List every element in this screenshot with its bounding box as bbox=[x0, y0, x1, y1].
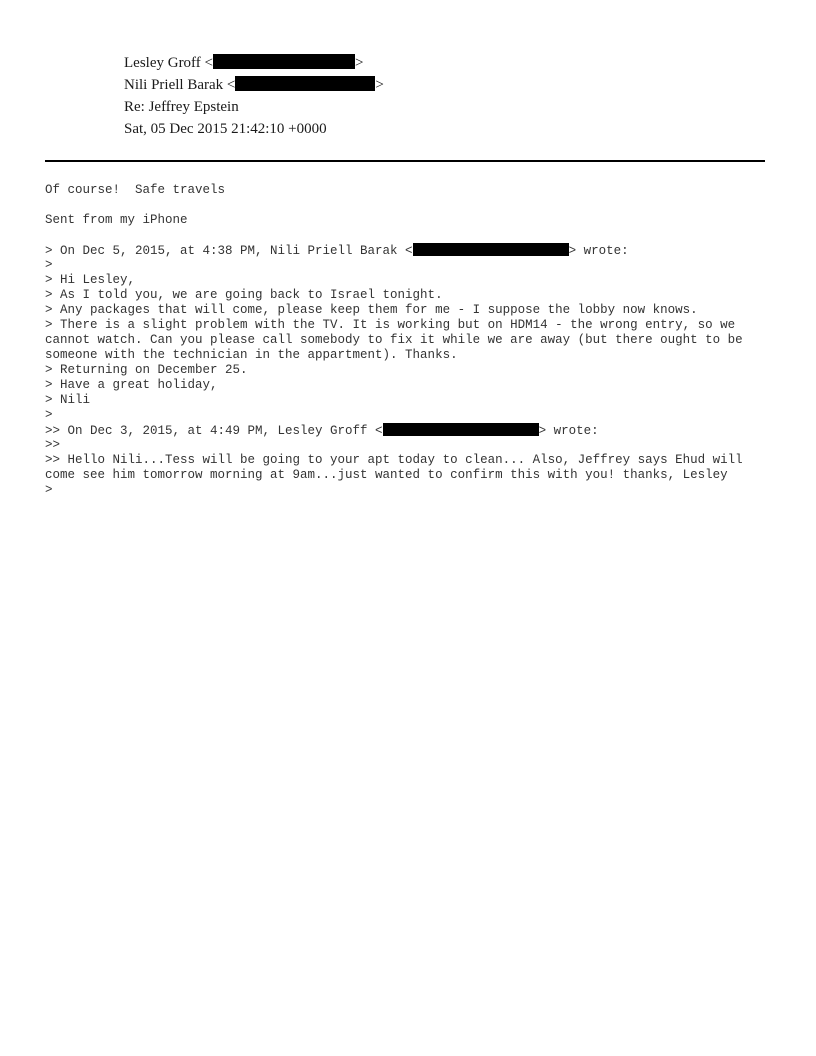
quoted-line: > As I told you, we are going back to Israel tonight. bbox=[45, 288, 443, 302]
quoted-line: > Nili bbox=[45, 393, 91, 407]
to-close: > bbox=[375, 77, 384, 93]
quoted-line: > bbox=[45, 258, 53, 272]
quoted-line: > Hi Lesley, bbox=[45, 273, 136, 287]
to-value bbox=[124, 74, 384, 96]
quoted-line: > bbox=[45, 483, 53, 497]
from-name: Lesley Groff < bbox=[124, 55, 213, 71]
to-name: Nili Priell Barak < bbox=[124, 77, 236, 93]
quoted-line: > bbox=[45, 408, 53, 422]
quoted-line: > Any packages that will come, please keep them for me - I suppose the lobby now knows. bbox=[45, 303, 698, 317]
subject-value: Re: Jeffrey Epstein bbox=[124, 99, 239, 115]
from-value bbox=[124, 52, 363, 74]
redaction-block bbox=[213, 54, 355, 69]
from-close: > bbox=[355, 55, 364, 71]
body-line: Sent from my iPhone bbox=[45, 213, 188, 227]
nested-quote-header: >> On Dec 3, 2015, at 4:49 PM, Lesley Groff < > wrote: bbox=[45, 424, 599, 438]
date-value: Sat, 05 Dec 2015 21:42:10 +0000 bbox=[124, 121, 327, 137]
quoted-paragraph: > There is a slight problem with the TV. It is working but on HDM14 - the wrong entry, so we cannot watch. Can you please call somebody to fix it while we are away (but there ought to be someone with the technician in the appartment). Thanks. bbox=[45, 318, 743, 362]
redaction-block bbox=[383, 423, 539, 436]
redaction-block bbox=[235, 76, 375, 91]
nested-quoted-paragraph: >> Hello Nili...Tess will be going to your apt today to clean... Also, Jeffrey says Ehud will come see him tomorrow morning at 9am...just wanted to confirm this with you! thanks, Lesley bbox=[45, 453, 743, 482]
quote-header: > On Dec 5, 2015, at 4:38 PM, Nili Priell Barak < > wrote: bbox=[45, 244, 629, 258]
body-line: Of course! Safe travels bbox=[45, 183, 226, 197]
email-body bbox=[45, 183, 775, 498]
nested-quoted-line: >> bbox=[45, 438, 61, 452]
quoted-line: > Have a great holiday, bbox=[45, 378, 218, 392]
redaction-block bbox=[413, 243, 569, 256]
header-divider bbox=[45, 160, 765, 162]
quoted-line: > Returning on December 25. bbox=[45, 363, 248, 377]
